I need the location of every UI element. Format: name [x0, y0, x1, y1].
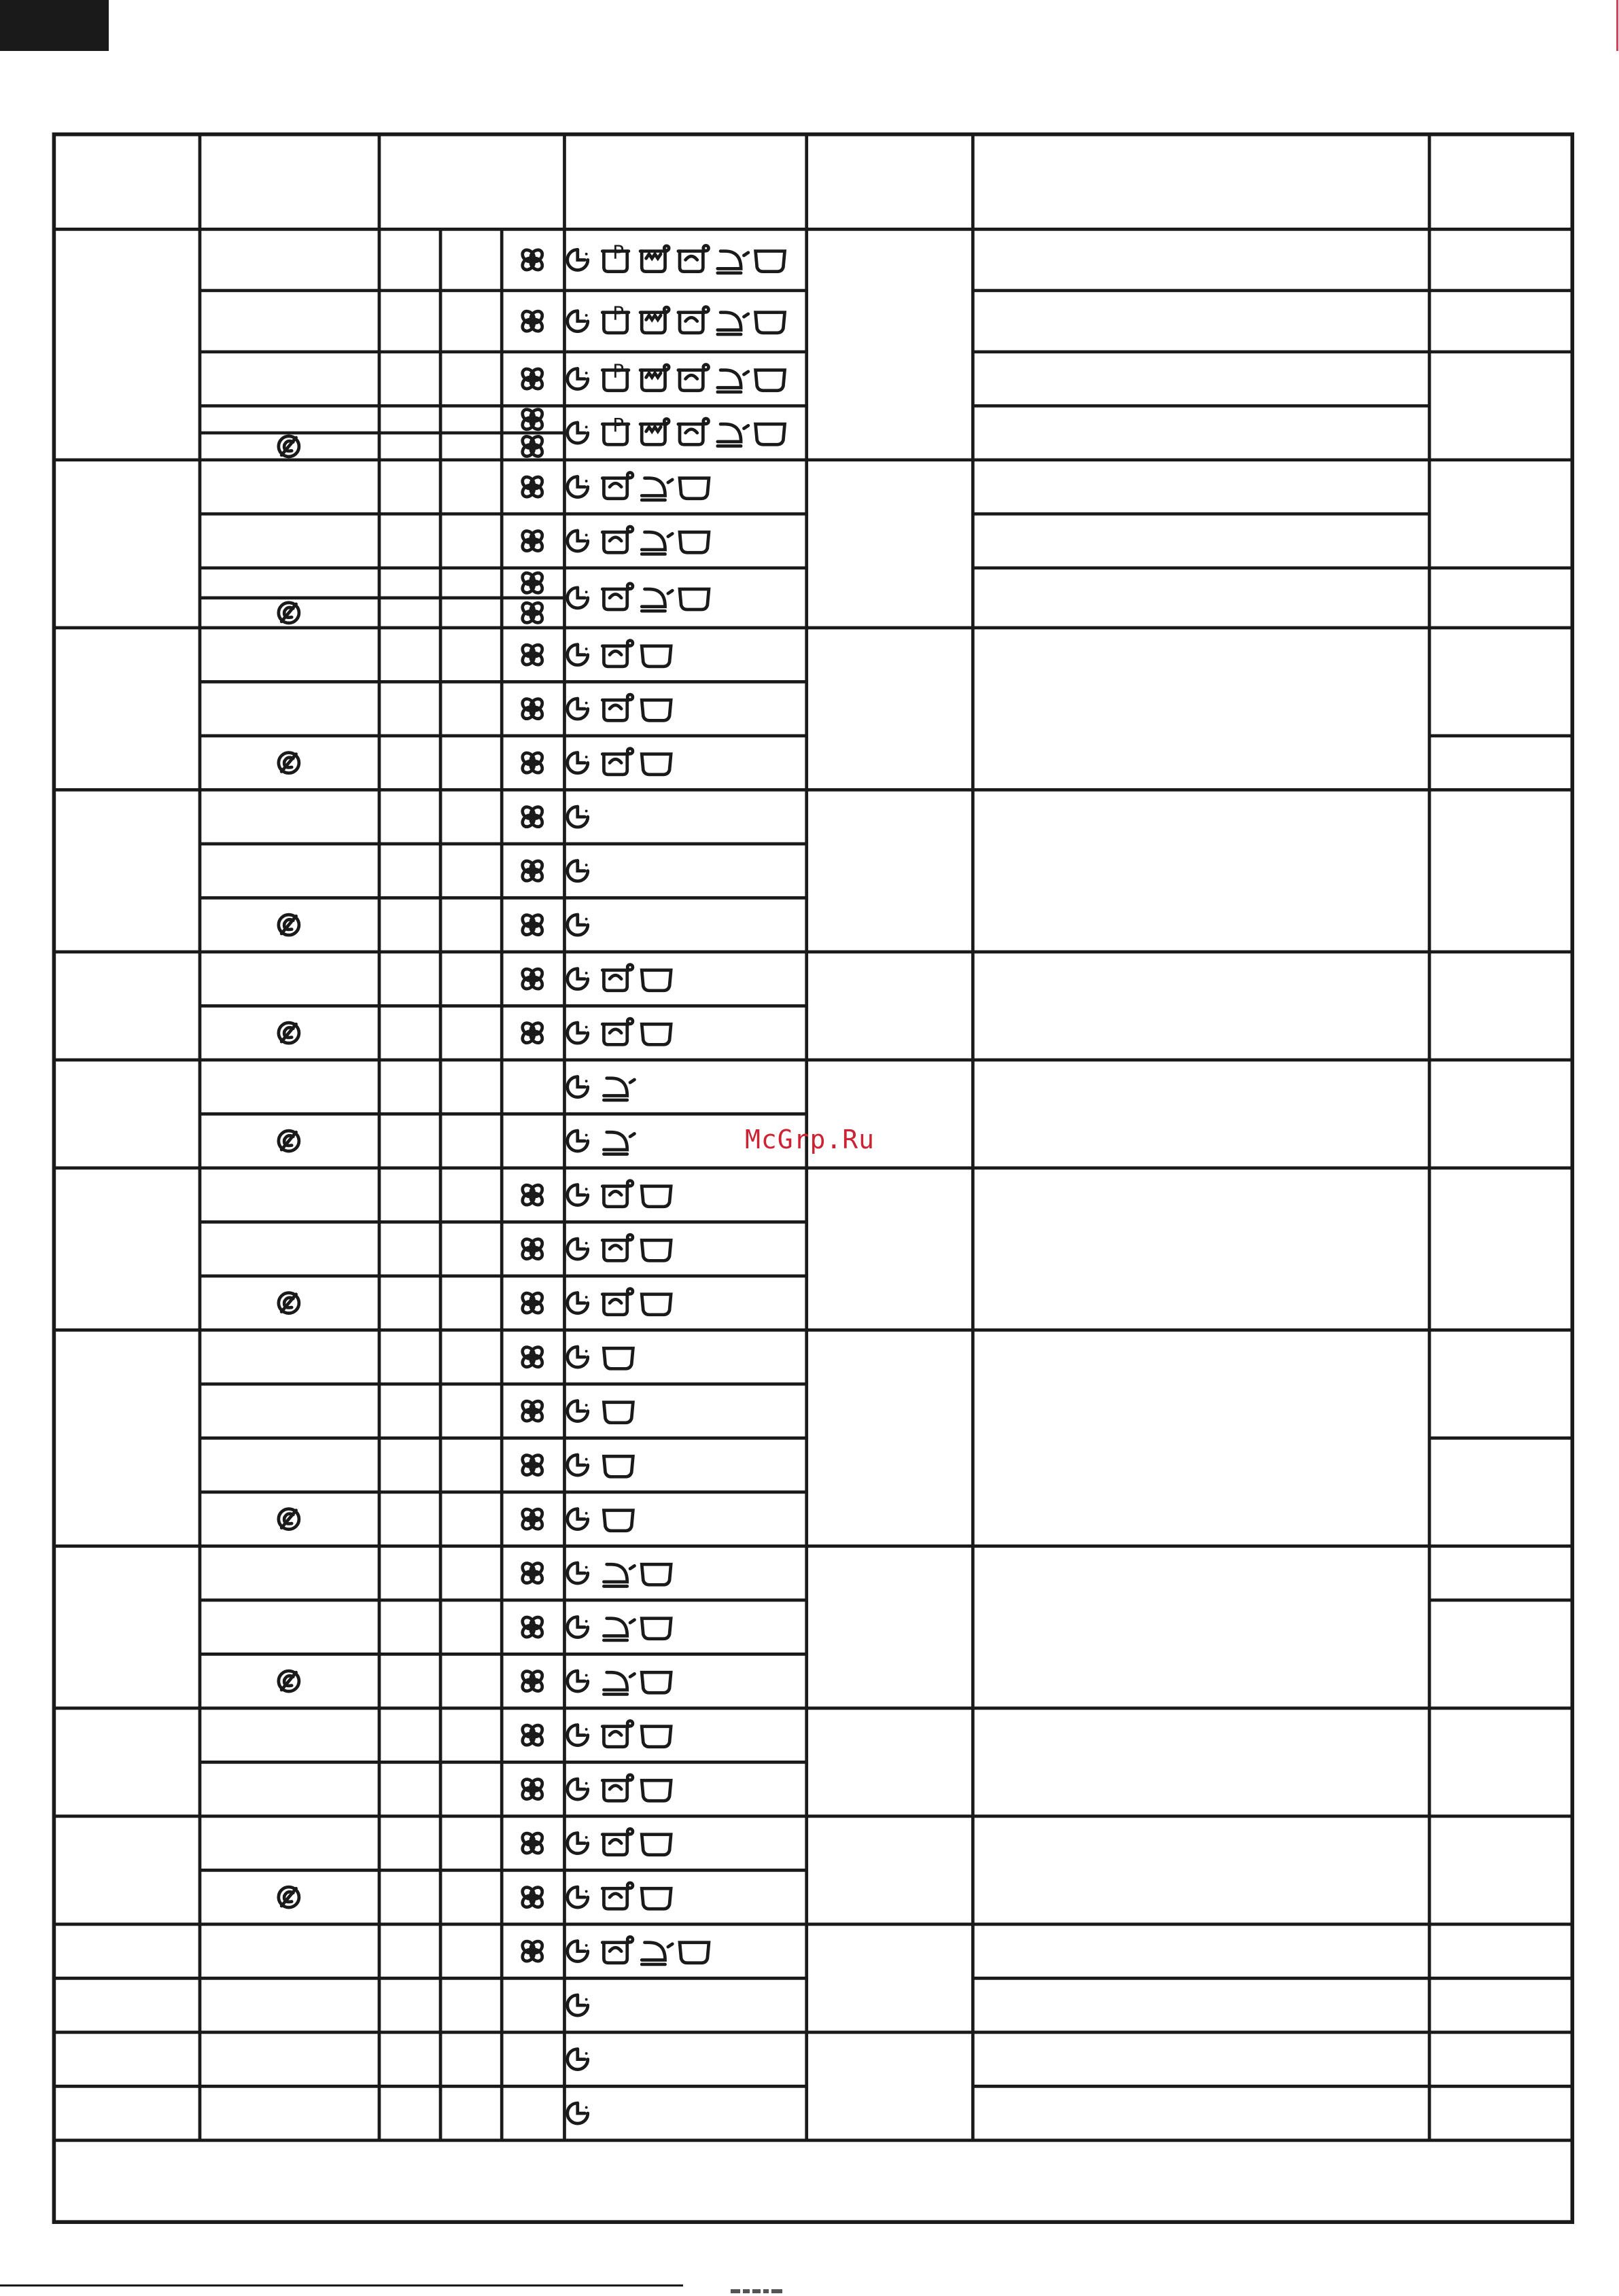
wash-tub-icon — [602, 1235, 633, 1260]
eco-no-heat-icon — [279, 436, 299, 457]
fan-spin-icon — [520, 309, 544, 334]
wash-tub-icon — [602, 1883, 633, 1909]
rinse-tub-icon — [642, 1888, 671, 1909]
rinse-tub-icon — [642, 1835, 671, 1855]
wash-tub-icon — [678, 419, 709, 444]
timer-icon — [568, 1239, 588, 1259]
rinse-tub-icon — [680, 478, 709, 499]
fan-spin-icon — [520, 967, 544, 991]
timer-icon — [568, 699, 588, 719]
intensive-wash-icon — [640, 365, 669, 391]
prewash-tub-icon — [602, 414, 629, 444]
timer-icon — [568, 477, 588, 497]
fan-spin-icon — [520, 1237, 544, 1261]
rinse-tub-icon — [680, 532, 709, 552]
fan-spin-icon — [520, 1507, 544, 1532]
rinse-tub-icon — [604, 1348, 633, 1368]
rinse-tub-icon — [642, 1727, 671, 1747]
wash-tub-icon — [602, 1775, 633, 1801]
rinse-tub-icon — [642, 754, 671, 775]
timer-icon — [568, 1725, 588, 1746]
fan-spin-icon — [520, 1831, 544, 1856]
easy-iron-icon — [718, 251, 748, 273]
timer-icon — [568, 1023, 588, 1043]
fan-spin-icon — [520, 1669, 544, 1693]
timer-icon — [568, 1887, 588, 1907]
timer-icon — [568, 249, 588, 270]
eco-no-heat-icon — [279, 1887, 299, 1907]
fan-spin-icon — [520, 1561, 544, 1585]
fan-spin-icon — [520, 1777, 544, 1801]
fan-spin-icon — [520, 1183, 544, 1207]
fan-spin-icon — [520, 367, 544, 391]
fan-spin-icon — [520, 248, 544, 272]
svg-text:P: P — [612, 241, 625, 264]
timer-icon — [568, 588, 588, 608]
fan-spin-icon — [520, 1939, 544, 1964]
timer-icon — [568, 1455, 588, 1475]
prewash-tub-icon — [602, 359, 629, 390]
svg-text:P: P — [612, 359, 625, 383]
footer-marks — [731, 2283, 887, 2289]
easy-iron-icon — [642, 532, 672, 554]
rinse-tub-icon — [642, 1564, 671, 1585]
rinse-tub-icon — [756, 370, 785, 391]
wash-tub-icon — [602, 1019, 633, 1044]
fan-spin-icon — [520, 1021, 544, 1045]
fan-spin-icon — [520, 1291, 544, 1315]
easy-iron-icon — [604, 1564, 634, 1586]
timer-icon — [568, 807, 588, 827]
easy-iron-icon — [604, 1619, 634, 1640]
rinse-tub-icon — [642, 1672, 671, 1693]
timer-icon — [568, 753, 588, 773]
fan-spin-icon — [520, 751, 544, 775]
easy-iron-icon — [718, 370, 748, 392]
fan-spin-icon — [520, 1723, 544, 1748]
eco-no-heat-icon — [279, 753, 299, 773]
rinse-tub-icon — [642, 1619, 671, 1639]
easy-iron-icon — [642, 478, 672, 500]
wash-tub-icon — [602, 1289, 633, 1315]
timer-icon — [568, 969, 588, 989]
rinse-tub-icon — [642, 1294, 671, 1315]
easy-iron-icon — [642, 1943, 672, 1964]
easy-iron-icon — [718, 424, 748, 446]
eco-no-heat-icon — [279, 1023, 299, 1043]
footer-rule — [0, 2284, 683, 2286]
timer-icon — [568, 1077, 588, 1097]
prewash-tub-icon — [602, 302, 629, 333]
intensive-wash-icon — [640, 419, 669, 444]
rinse-tub-icon — [604, 1402, 633, 1423]
fan-spin-icon — [520, 1885, 544, 1909]
timer-icon — [568, 1671, 588, 1691]
easy-iron-icon — [604, 1672, 634, 1694]
wash-tub-icon — [602, 1937, 633, 1963]
timer-icon — [568, 861, 588, 881]
wash-tub-icon — [602, 473, 633, 499]
intensive-wash-icon — [640, 246, 669, 272]
eco-no-heat-icon — [279, 603, 299, 623]
fan-spin-icon — [520, 805, 544, 829]
fan-spin-icon — [520, 475, 544, 499]
easy-iron-icon — [604, 1078, 634, 1100]
fan-spin-icon — [520, 859, 544, 883]
timer-icon — [568, 1347, 588, 1367]
wash-tub-icon — [678, 245, 709, 271]
eco-no-heat-icon — [279, 915, 299, 935]
intensive-wash-icon — [640, 307, 669, 333]
wash-tub-icon — [602, 1721, 633, 1747]
rinse-tub-icon — [642, 1186, 671, 1207]
timer-icon — [568, 1833, 588, 1854]
timer-icon — [568, 1617, 588, 1638]
timer-icon — [568, 1563, 588, 1583]
fan-spin-icon — [520, 601, 544, 625]
wash-tub-icon — [678, 307, 709, 333]
wash-tub-icon — [602, 527, 633, 552]
wash-tub-icon — [602, 1829, 633, 1855]
rinse-tub-icon — [642, 1240, 671, 1260]
timer-icon — [568, 311, 588, 332]
wash-tub-icon — [602, 965, 633, 991]
timer-icon — [568, 1779, 588, 1799]
timer-icon — [568, 1509, 588, 1530]
timer-icon — [568, 645, 588, 665]
timer-icon — [568, 2049, 588, 2070]
watermark-text: McGrp.Ru — [745, 1125, 875, 1154]
timer-icon — [568, 1401, 588, 1421]
rinse-tub-icon — [604, 1511, 633, 1531]
wash-tub-icon — [602, 584, 633, 610]
timer-icon — [568, 1131, 588, 1151]
wash-tub-icon — [602, 641, 633, 667]
rinse-tub-icon — [680, 1943, 709, 1963]
prewash-tub-icon — [602, 241, 629, 271]
easy-iron-icon — [642, 589, 672, 611]
rinse-tub-icon — [756, 251, 785, 272]
fan-spin-icon — [520, 1345, 544, 1369]
rinse-tub-icon — [756, 313, 785, 333]
svg-text:P: P — [612, 302, 625, 325]
timer-icon — [568, 423, 588, 443]
rinse-tub-icon — [756, 424, 785, 444]
eco-no-heat-icon — [279, 1671, 299, 1691]
fan-spin-icon — [520, 643, 544, 667]
rinse-tub-icon — [604, 1456, 633, 1477]
eco-no-heat-icon — [279, 1293, 299, 1313]
timer-icon — [568, 2103, 588, 2123]
fan-spin-icon — [520, 529, 544, 553]
rinse-tub-icon — [642, 970, 671, 991]
rinse-tub-icon — [642, 1024, 671, 1044]
fan-spin-icon — [520, 696, 544, 721]
timer-icon — [568, 531, 588, 551]
fan-spin-icon — [520, 434, 544, 459]
fan-spin-icon — [520, 1615, 544, 1640]
timer-icon — [568, 1941, 588, 1962]
timer-icon — [568, 1185, 588, 1205]
easy-iron-icon — [604, 1132, 634, 1154]
rinse-tub-icon — [642, 1780, 671, 1801]
timer-icon — [568, 369, 588, 389]
fan-spin-icon — [520, 913, 544, 937]
fan-spin-icon — [520, 1399, 544, 1424]
table-frame — [54, 135, 1572, 2222]
eco-no-heat-icon — [279, 1131, 299, 1151]
fan-spin-icon — [520, 1453, 544, 1477]
easy-iron-icon — [718, 313, 748, 334]
fan-spin-icon — [520, 571, 544, 595]
fan-spin-icon — [520, 407, 544, 431]
timer-icon — [568, 1293, 588, 1313]
wash-tub-icon — [602, 749, 633, 775]
rinse-tub-icon — [680, 589, 709, 610]
rinse-tub-icon — [642, 700, 671, 720]
rinse-tub-icon — [642, 646, 671, 667]
eco-no-heat-icon — [279, 1509, 299, 1530]
timer-icon — [568, 1995, 588, 2015]
wash-tub-icon — [602, 1181, 633, 1207]
svg-text:P: P — [612, 413, 625, 436]
wash-tub-icon — [678, 365, 709, 391]
wash-tub-icon — [602, 694, 633, 720]
timer-icon — [568, 915, 588, 935]
